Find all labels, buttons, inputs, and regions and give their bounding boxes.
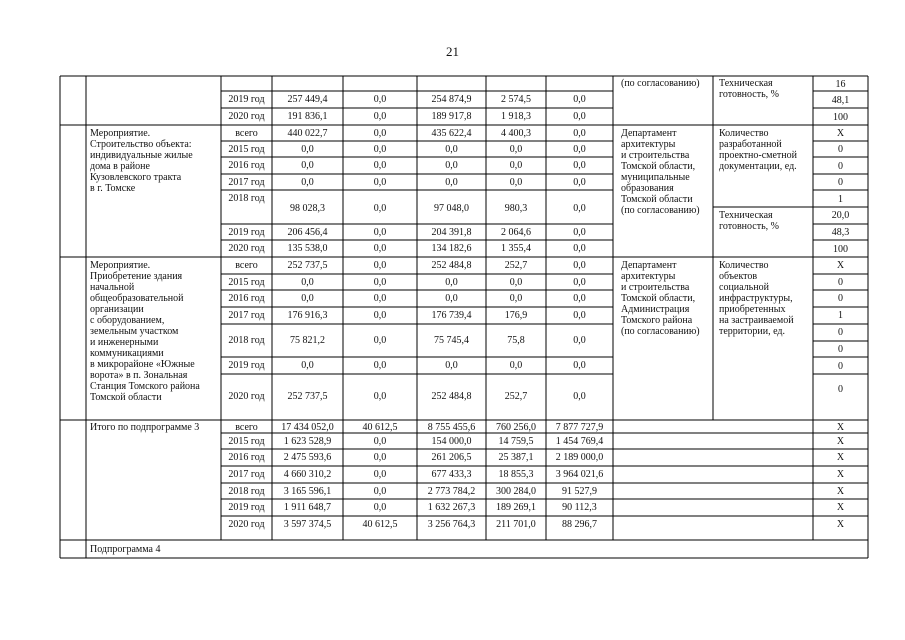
- indicator-cell: Техническая готовность, %: [719, 210, 779, 232]
- indicator-value-cell: 48,3: [831, 227, 850, 238]
- year-cell: 2020 год: [228, 111, 265, 122]
- indicator-value-cell: 0: [838, 161, 843, 172]
- subprogram-total-title: Итого по подпрограмме 3: [90, 422, 200, 433]
- value-cell: 261 206,5: [431, 452, 472, 463]
- value-cell: 0,0: [301, 293, 314, 304]
- page-number: 21: [446, 44, 459, 59]
- year-cell: 2018 год: [228, 486, 265, 497]
- value-cell: 3 256 764,3: [427, 519, 476, 530]
- value-cell: 0,0: [301, 177, 314, 188]
- value-cell: 189 269,1: [496, 502, 536, 513]
- value-cell: 0,0: [573, 111, 586, 122]
- value-cell: 0,0: [445, 360, 458, 371]
- value-cell: 17 434 052,0: [281, 422, 334, 433]
- value-cell: 0,0: [373, 391, 387, 402]
- value-cell: 97 048,0: [434, 203, 469, 214]
- value-cell: 0,0: [445, 293, 458, 304]
- indicator-value-cell: X: [836, 452, 845, 463]
- value-cell: 0,0: [373, 260, 387, 271]
- value-cell: 760 256,0: [496, 422, 536, 433]
- value-cell: 0,0: [509, 360, 523, 371]
- value-cell: 0,0: [573, 310, 586, 321]
- subprogram-title: Подпрограмма 4: [90, 544, 161, 555]
- value-cell: 0,0: [373, 277, 387, 288]
- value-cell: 98 028,3: [290, 203, 325, 214]
- executor-cell: Департамент архитектуры и строительства Томской области, муниципальные образования Томской области (по согласованию): [621, 128, 700, 216]
- value-cell: 1 454 769,4: [555, 436, 604, 447]
- year-cell: 2018 год: [228, 335, 265, 346]
- value-cell: 154 000,0: [431, 436, 472, 447]
- value-cell: 1 918,3: [501, 111, 531, 122]
- value-cell: 252,7: [504, 391, 528, 402]
- value-cell: 2 773 784,2: [427, 486, 476, 497]
- indicator-value-cell: 16: [835, 79, 846, 90]
- value-cell: 18 855,3: [498, 469, 534, 480]
- value-cell: 0,0: [373, 502, 387, 513]
- value-cell: 252 737,5: [287, 391, 328, 402]
- value-cell: 40 612,5: [362, 422, 398, 433]
- value-cell: 0,0: [509, 160, 523, 171]
- value-cell: 0,0: [573, 243, 586, 254]
- value-cell: 75 745,4: [434, 335, 469, 346]
- value-cell: 0,0: [445, 277, 458, 288]
- value-cell: 257 449,4: [287, 94, 328, 105]
- indicator-value-cell: 100: [833, 112, 848, 123]
- indicator-value-cell: X: [836, 128, 845, 139]
- year-cell: 2017 год: [228, 177, 265, 188]
- indicator-value-cell: 0: [838, 384, 843, 395]
- value-cell: 0,0: [373, 144, 387, 155]
- value-cell: 91 527,9: [562, 486, 597, 497]
- value-cell: 176 739,4: [431, 310, 472, 321]
- indicator-value-cell: 0: [838, 277, 843, 288]
- indicator-value-cell: X: [836, 422, 845, 433]
- year-cell: 2015 год: [228, 277, 265, 288]
- value-cell: 0,0: [445, 177, 458, 188]
- value-cell: 0,0: [373, 293, 387, 304]
- year-cell: 2016 год: [228, 293, 265, 304]
- indicator-value-cell: 0: [838, 144, 843, 155]
- year-cell: 2020 год: [228, 243, 265, 254]
- value-cell: 0,0: [573, 203, 586, 214]
- year-cell: 2020 год: [228, 391, 265, 402]
- indicator-value-cell: 0: [838, 327, 843, 338]
- year-cell: 2016 год: [228, 160, 265, 171]
- indicator-value-cell: 0: [838, 293, 843, 304]
- value-cell: 435 622,4: [431, 128, 472, 139]
- indicator-value-cell: 100: [833, 244, 848, 255]
- value-cell: 135 538,0: [287, 243, 328, 254]
- value-cell: 0,0: [573, 144, 586, 155]
- value-cell: 25 387,1: [498, 452, 534, 463]
- value-cell: 0,0: [573, 360, 586, 371]
- value-cell: 0,0: [373, 469, 387, 480]
- year-cell: 2015 год: [228, 144, 265, 155]
- value-cell: 0,0: [301, 160, 314, 171]
- indicator-value-cell: 48,1: [831, 95, 850, 106]
- value-cell: 0,0: [573, 277, 586, 288]
- year-cell: 2017 год: [228, 469, 265, 480]
- value-cell: 0,0: [373, 94, 387, 105]
- value-cell: 677 433,3: [431, 469, 472, 480]
- value-cell: 0,0: [373, 111, 387, 122]
- value-cell: 0,0: [373, 227, 387, 238]
- value-cell: 252 484,8: [431, 260, 472, 271]
- executor-cell: Департамент архитектуры и строительства Томской области, Администрация Томского района (по согласованию): [621, 260, 700, 337]
- value-cell: 980,3: [504, 203, 528, 214]
- value-cell: 206 456,4: [287, 227, 328, 238]
- indicator-value-cell: 1: [838, 194, 843, 205]
- value-cell: 1 632 267,3: [427, 502, 476, 513]
- year-cell: 2020 год: [228, 519, 265, 530]
- value-cell: 0,0: [573, 227, 586, 238]
- value-cell: 0,0: [573, 177, 586, 188]
- value-cell: 0,0: [373, 128, 387, 139]
- indicator-value-cell: 20,0: [831, 210, 850, 221]
- indicator-value-cell: 0: [838, 344, 843, 355]
- value-cell: 0,0: [509, 177, 523, 188]
- value-cell: 7 877 727,9: [555, 422, 604, 433]
- value-cell: 2 064,6: [501, 227, 531, 238]
- value-cell: 0,0: [373, 360, 387, 371]
- value-cell: 440 022,7: [287, 128, 328, 139]
- value-cell: 300 284,0: [496, 486, 536, 497]
- year-cell: 2019 год: [228, 94, 265, 105]
- indicator-value-cell: X: [836, 260, 845, 271]
- indicator-value-cell: 1: [838, 310, 843, 321]
- value-cell: 0,0: [573, 94, 586, 105]
- value-cell: 1 911 648,7: [283, 502, 332, 513]
- value-cell: 1 623 528,9: [283, 436, 332, 447]
- year-cell: 2019 год: [228, 227, 265, 238]
- value-cell: 0,0: [373, 335, 387, 346]
- value-cell: 176,9: [504, 310, 528, 321]
- value-cell: 0,0: [373, 436, 387, 447]
- value-cell: 0,0: [573, 293, 586, 304]
- value-cell: 0,0: [573, 391, 586, 402]
- indicator-value-cell: X: [836, 469, 845, 480]
- value-cell: 4 400,3: [501, 128, 531, 139]
- value-cell: 1 355,4: [501, 243, 531, 254]
- indicator-cell: Техническая готовность, %: [719, 78, 779, 100]
- value-cell: 252,7: [504, 260, 528, 271]
- value-cell: 191 836,1: [287, 111, 328, 122]
- value-cell: 2 574,5: [501, 94, 531, 105]
- value-cell: 0,0: [509, 277, 523, 288]
- value-cell: 0,0: [509, 293, 523, 304]
- value-cell: 0,0: [573, 128, 586, 139]
- value-cell: 134 182,6: [431, 243, 472, 254]
- year-cell: 2016 год: [228, 452, 265, 463]
- value-cell: 0,0: [509, 144, 523, 155]
- year-cell: 2017 год: [228, 310, 265, 321]
- value-cell: 252 737,5: [287, 260, 328, 271]
- indicator-value-cell: X: [836, 502, 845, 513]
- value-cell: 211 701,0: [496, 519, 536, 530]
- indicator-value-cell: X: [836, 486, 845, 497]
- value-cell: 2 189 000,0: [555, 452, 604, 463]
- value-cell: 90 112,3: [562, 502, 597, 513]
- value-cell: 0,0: [373, 160, 387, 171]
- year-cell: 2018 год: [228, 193, 265, 204]
- value-cell: 254 874,9: [431, 94, 472, 105]
- indicator-cell: Количество объектов социальной инфраструктуры, приобретенных на застраиваемой территории, ед.: [719, 260, 794, 337]
- value-cell: 0,0: [373, 452, 387, 463]
- indicator-value-cell: 0: [838, 361, 843, 372]
- measure-title: Мероприятие. Строительство объекта: индивидуальные жилые дома в районе Кузовлевского тракта в г. Томске: [90, 128, 193, 194]
- value-cell: 4 660 310,2: [283, 469, 332, 480]
- value-cell: 0,0: [373, 243, 387, 254]
- value-cell: 75,8: [507, 335, 525, 346]
- value-cell: 0,0: [573, 335, 586, 346]
- value-cell: 0,0: [301, 360, 314, 371]
- indicator-value-cell: X: [836, 519, 845, 530]
- value-cell: 0,0: [573, 260, 586, 271]
- indicator-cell: Количество разработанной проектно-сметной документации, ед.: [719, 128, 797, 172]
- measure-title: Мероприятие. Приобретение здания начальной общеобразовательной организации с оборудованием, земельным участком и инженерными коммуникациями в микрорайоне «Южные ворота» в п. Зональная Станция Томского района Томской области: [90, 260, 200, 403]
- year-cell: всего: [235, 260, 258, 271]
- value-cell: 3 964 021,6: [555, 469, 604, 480]
- year-cell: всего: [235, 422, 258, 433]
- value-cell: 0,0: [445, 160, 458, 171]
- value-cell: 0,0: [301, 144, 314, 155]
- value-cell: 2 475 593,6: [283, 452, 332, 463]
- value-cell: 189 917,8: [431, 111, 472, 122]
- value-cell: 14 759,5: [498, 436, 534, 447]
- value-cell: 0,0: [373, 177, 387, 188]
- value-cell: 75 821,2: [290, 335, 325, 346]
- year-cell: 2015 год: [228, 436, 265, 447]
- executor-cell: (по согласованию): [621, 78, 700, 89]
- value-cell: 0,0: [373, 310, 387, 321]
- value-cell: 0,0: [445, 144, 458, 155]
- value-cell: 3 165 596,1: [283, 486, 332, 497]
- value-cell: 3 597 374,5: [283, 519, 332, 530]
- value-cell: 204 391,8: [431, 227, 472, 238]
- value-cell: 176 916,3: [287, 310, 328, 321]
- indicator-value-cell: X: [836, 436, 845, 447]
- value-cell: 0,0: [373, 203, 387, 214]
- value-cell: 8 755 455,6: [427, 422, 476, 433]
- value-cell: 0,0: [573, 160, 586, 171]
- value-cell: 88 296,7: [562, 519, 597, 530]
- value-cell: 0,0: [373, 486, 387, 497]
- value-cell: 40 612,5: [362, 519, 398, 530]
- indicator-value-cell: 0: [838, 177, 843, 188]
- value-cell: 252 484,8: [431, 391, 472, 402]
- year-cell: 2019 год: [228, 502, 265, 513]
- year-cell: 2019 год: [228, 360, 265, 371]
- year-cell: всего: [235, 128, 258, 139]
- value-cell: 0,0: [301, 277, 314, 288]
